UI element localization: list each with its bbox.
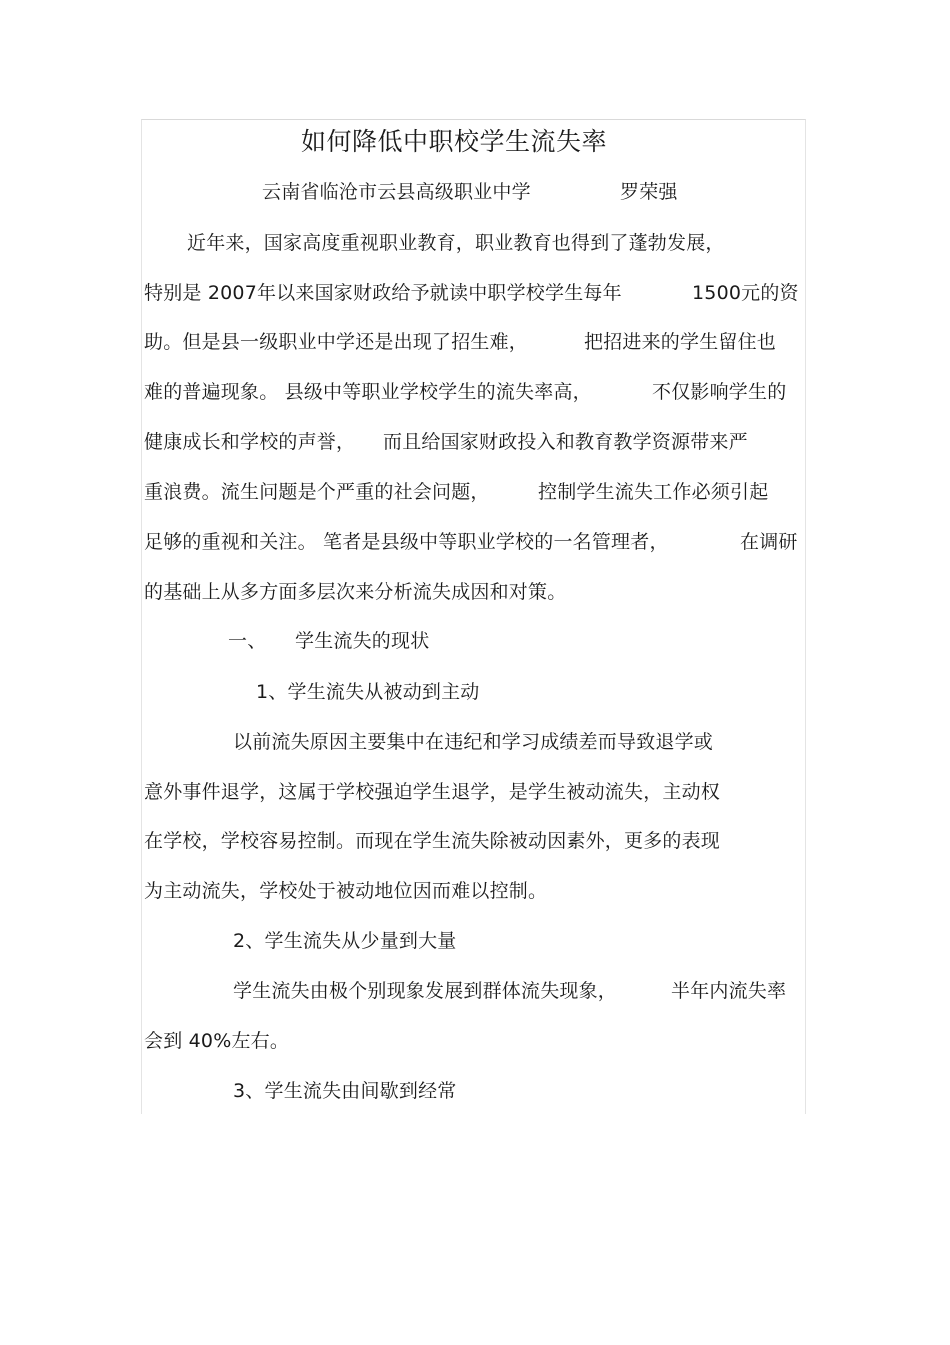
paragraph-line: 特别是 2007年以来国家财政给予就读中职学校学生每年 — [144, 282, 622, 304]
subsection-heading: 1、学生流失从被动到主动 — [256, 681, 480, 703]
paragraph-line: 以前流失原因主要集中在违纪和学习成绩差而导致退学或 — [233, 731, 714, 753]
section-number: 一、 — [228, 630, 267, 652]
author-name: 罗荣强 — [620, 181, 678, 203]
paragraph-line: 的基础上从多方面多层次来分析流失成因和对策。 — [144, 581, 567, 603]
paragraph-line: 学生流失由极个别现象发展到群体流失现象， — [233, 980, 618, 1002]
subsection-heading: 2、学生流失从少量到大量 — [233, 930, 457, 952]
paragraph-line-fragment: 半年内流失率 — [671, 980, 787, 1002]
paragraph-line: 难的普遍现象。 县级中等职业学校学生的流失率高， — [144, 381, 592, 403]
page-border — [141, 119, 806, 1114]
subsection-heading: 3、学生流失由间歇到经常 — [233, 1080, 457, 1102]
paragraph-line: 意外事件退学，这属于学校强迫学生退学，是学生被动流失，主动权 — [144, 781, 721, 803]
paragraph-line: 健康成长和学校的声誉， — [144, 431, 356, 453]
paragraph-line: 足够的重视和关注。 笔者是县级中等职业学校的一名管理者， — [144, 531, 669, 553]
paragraph-line-fragment: 控制学生流失工作必须引起 — [538, 481, 769, 503]
author-affiliation: 云南省临沧市云县高级职业中学 — [262, 181, 531, 203]
paragraph-line: 重浪费。流生问题是个严重的社会问题， — [144, 481, 490, 503]
paragraph-line-fragment: 把招进来的学生留住也 — [584, 331, 777, 353]
document-title: 如何降低中职校学生流失率 — [301, 127, 608, 156]
paragraph-line: 近年来，国家高度重视职业教育，职业教育也得到了蓬勃发展， — [187, 232, 725, 254]
paragraph-line: 助。但是县一级职业中学还是出现了招生难， — [144, 331, 529, 353]
paragraph-line: 会到 40%左右。 — [144, 1030, 290, 1052]
paragraph-line-fragment: 1500元的资 — [692, 282, 799, 304]
paragraph-line: 为主动流失，学校处于被动地位因而难以控制。 — [144, 880, 548, 902]
section-heading: 学生流失的现状 — [295, 630, 430, 652]
paragraph-line-fragment: 在调研 — [740, 531, 798, 553]
paragraph-line-fragment: 不仅影响学生的 — [652, 381, 787, 403]
paragraph-line-fragment: 而且给国家财政投入和教育教学资源带来严 — [383, 431, 748, 453]
paragraph-line: 在学校，学校容易控制。而现在学生流失除被动因素外，更多的表现 — [144, 830, 721, 852]
